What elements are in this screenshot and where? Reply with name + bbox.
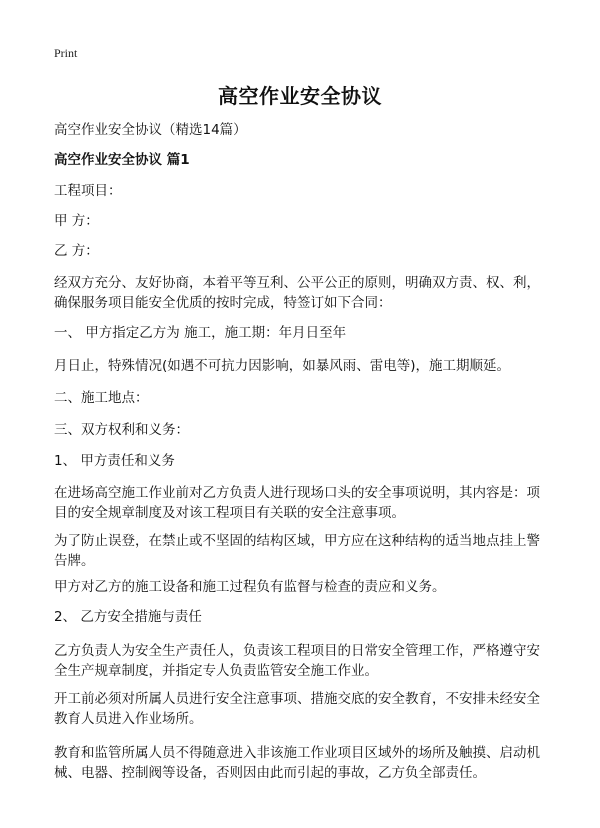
subsection-2-paragraph-line: 开工前必须对所属人员进行安全注意事项、措施交底的安全教育，不安排未经安全: [54, 691, 540, 707]
clause-1: 一、 甲方指定乙方为 施工，施工期：年月日至年: [54, 325, 347, 341]
subsection-1-paragraph-line: 为了防止误登，在禁止或不坚固的结构区域，甲方应在这种结构的适当地点挂上警: [54, 533, 540, 549]
section-heading: 高空作业安全协议 篇1: [54, 152, 190, 168]
intro-paragraph-line: 经双方充分、友好协商，本着平等互利、公平公正的原则，明确双方责、权、利，: [54, 275, 540, 291]
party-a-label: 甲 方：: [54, 213, 99, 229]
intro-paragraph-line: 确保服务项目能安全优质的按时完成，特签订如下合同：: [54, 295, 392, 311]
subsection-1-paragraph-line: 目的安全规章制度及对该工程项目有关联的安全注意事项。: [54, 505, 405, 521]
party-b-label: 乙 方：: [54, 243, 99, 259]
subsection-2-title: 2、 乙方安全措施与责任: [54, 609, 202, 625]
subsection-1-paragraph-line: 甲方对乙方的施工设备和施工过程负有监督与检查的责应和义务。: [54, 579, 446, 595]
subsection-2-paragraph-line: 教育和监管所属人员不得随意进入非该施工作业项目区域外的场所及触摸、启动机: [54, 745, 540, 761]
subsection-1-paragraph-line: 在进场高空施工作业前对乙方负责人进行现场口头的安全事项说明，其内容是：项: [54, 485, 540, 501]
subsection-2-paragraph-line: 教育人员进入作业场所。: [54, 711, 203, 727]
clause-3: 三、双方权利和义务：: [54, 422, 189, 438]
document-subtitle: 高空作业安全协议（精选14篇）: [54, 122, 247, 138]
subsection-2-paragraph-line: 械、电器、控制阀等设备，否则因由此而引起的事故，乙方负全部责任。: [54, 765, 486, 781]
print-link[interactable]: Print: [54, 46, 78, 60]
subsection-1-paragraph-line: 告牌。: [54, 553, 95, 569]
page-title: 高空作业安全协议: [218, 84, 382, 108]
clause-2: 二、施工地点：: [54, 390, 149, 406]
subsection-1-title: 1、 甲方责任和义务: [54, 453, 175, 469]
subsection-2-paragraph-line: 乙方负责人为安全生产责任人，负责该工程项目的日常安全管理工作，严格遵守安: [54, 643, 540, 659]
project-label: 工程项目：: [54, 183, 122, 199]
subsection-2-paragraph-line: 全生产规章制度，并指定专人负责监管安全施工作业。: [54, 663, 378, 679]
clause-1-continued: 月日止，特殊情况(如遇不可抗力因影响，如暴风雨、雷电等)，施工期顺延。: [54, 358, 511, 374]
